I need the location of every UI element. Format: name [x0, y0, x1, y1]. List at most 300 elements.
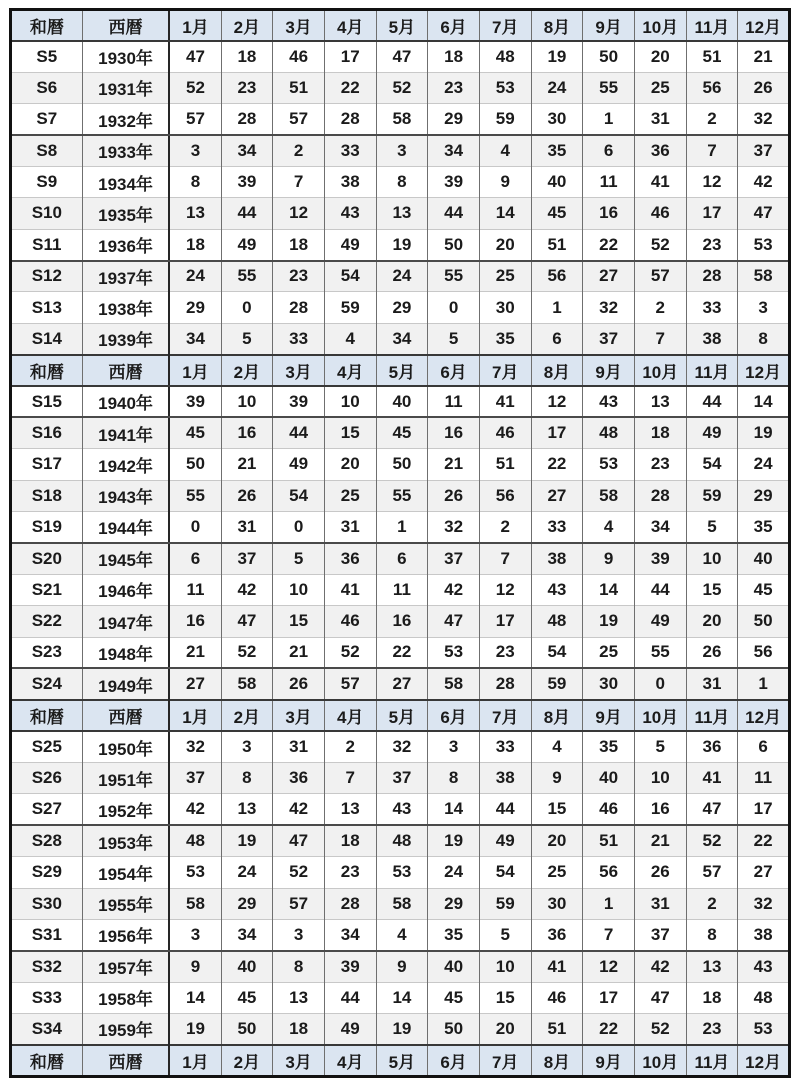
month-value-cell: 46 — [479, 417, 531, 448]
month-value-cell: 16 — [583, 198, 635, 229]
year-cell: 1956年 — [82, 919, 169, 950]
month-value-cell: 52 — [221, 637, 273, 668]
col-header-seireki: 西暦 — [82, 700, 169, 731]
table-row — [11, 480, 790, 511]
month-value-cell: 3 — [273, 919, 325, 950]
month-value-cell: 38 — [686, 323, 738, 354]
year-cell: 1948年 — [82, 637, 169, 668]
month-value-cell: 10 — [686, 543, 738, 574]
month-value-cell: 53 — [376, 857, 428, 888]
month-value-cell: 10 — [221, 386, 273, 417]
month-value-cell: 49 — [324, 1014, 376, 1045]
month-value-cell: 38 — [738, 919, 790, 950]
month-value-cell: 37 — [428, 543, 480, 574]
month-value-cell: 14 — [376, 982, 428, 1013]
month-value-cell: 23 — [273, 261, 325, 292]
year-cell: 1945年 — [82, 543, 169, 574]
month-value-cell: 12 — [583, 951, 635, 982]
table-row — [11, 1014, 790, 1045]
month-value-cell: 4 — [531, 731, 583, 762]
col-header-month: 2月 — [221, 1045, 273, 1077]
month-value-cell: 40 — [583, 763, 635, 794]
table-row — [11, 386, 790, 417]
month-value-cell: 1 — [376, 512, 428, 543]
month-value-cell: 36 — [686, 731, 738, 762]
col-header-month: 5月 — [376, 355, 428, 386]
month-value-cell: 31 — [221, 512, 273, 543]
month-value-cell: 23 — [324, 857, 376, 888]
month-value-cell: 25 — [634, 72, 686, 103]
year-cell: 1943年 — [82, 480, 169, 511]
month-value-cell: 58 — [169, 888, 221, 919]
era-cell: S32 — [11, 951, 83, 982]
month-value-cell: 15 — [324, 417, 376, 448]
table-row — [11, 574, 790, 605]
col-header-month: 5月 — [376, 700, 428, 731]
month-value-cell: 23 — [221, 72, 273, 103]
col-header-month: 8月 — [531, 1045, 583, 1077]
month-value-cell: 13 — [169, 198, 221, 229]
month-value-cell: 46 — [324, 606, 376, 637]
month-value-cell: 5 — [686, 512, 738, 543]
col-header-month: 6月 — [428, 700, 480, 731]
month-value-cell: 1 — [583, 104, 635, 135]
month-value-cell: 55 — [583, 72, 635, 103]
col-header-month: 1月 — [169, 1045, 221, 1077]
col-header-month: 4月 — [324, 355, 376, 386]
month-value-cell: 22 — [376, 637, 428, 668]
col-header-month: 9月 — [583, 700, 635, 731]
month-value-cell: 40 — [738, 543, 790, 574]
era-cell: S12 — [11, 261, 83, 292]
month-value-cell: 26 — [738, 72, 790, 103]
month-value-cell: 54 — [479, 857, 531, 888]
month-value-cell: 40 — [221, 951, 273, 982]
era-month-table — [9, 8, 791, 1078]
month-value-cell: 30 — [531, 888, 583, 919]
month-value-cell: 41 — [324, 574, 376, 605]
table-row — [11, 794, 790, 825]
month-value-cell: 23 — [634, 449, 686, 480]
month-value-cell: 51 — [479, 449, 531, 480]
year-cell: 1936年 — [82, 229, 169, 260]
era-cell: S28 — [11, 825, 83, 856]
month-value-cell: 41 — [634, 166, 686, 197]
month-value-cell: 35 — [479, 323, 531, 354]
month-value-cell: 42 — [169, 794, 221, 825]
month-value-cell: 43 — [738, 951, 790, 982]
header-row — [11, 700, 790, 731]
table-row — [11, 417, 790, 448]
era-cell: S30 — [11, 888, 83, 919]
month-value-cell: 2 — [686, 104, 738, 135]
month-value-cell: 18 — [686, 982, 738, 1013]
month-value-cell: 45 — [376, 417, 428, 448]
month-value-cell: 32 — [376, 731, 428, 762]
month-value-cell: 49 — [273, 449, 325, 480]
month-value-cell: 4 — [479, 135, 531, 166]
month-value-cell: 29 — [428, 104, 480, 135]
month-value-cell: 57 — [634, 261, 686, 292]
table-row — [11, 323, 790, 354]
month-value-cell: 37 — [634, 919, 686, 950]
month-value-cell: 14 — [169, 982, 221, 1013]
month-value-cell: 16 — [376, 606, 428, 637]
month-value-cell: 3 — [376, 135, 428, 166]
era-cell: S24 — [11, 668, 83, 699]
month-value-cell: 35 — [531, 135, 583, 166]
col-header-month: 7月 — [479, 10, 531, 41]
month-value-cell: 18 — [273, 1014, 325, 1045]
month-value-cell: 52 — [376, 72, 428, 103]
month-value-cell: 42 — [634, 951, 686, 982]
month-value-cell: 44 — [324, 982, 376, 1013]
year-cell: 1954年 — [82, 857, 169, 888]
month-value-cell: 57 — [169, 104, 221, 135]
month-value-cell: 14 — [428, 794, 480, 825]
col-header-month: 7月 — [479, 1045, 531, 1077]
month-value-cell: 29 — [221, 888, 273, 919]
era-cell: S29 — [11, 857, 83, 888]
month-value-cell: 35 — [738, 512, 790, 543]
month-value-cell: 2 — [273, 135, 325, 166]
month-value-cell: 33 — [531, 512, 583, 543]
month-value-cell: 28 — [221, 104, 273, 135]
table-row — [11, 982, 790, 1013]
era-cell: S7 — [11, 104, 83, 135]
table-row — [11, 449, 790, 480]
month-value-cell: 5 — [221, 323, 273, 354]
month-value-cell: 59 — [479, 104, 531, 135]
col-header-wareki: 和暦 — [11, 700, 83, 731]
month-value-cell: 38 — [324, 166, 376, 197]
month-value-cell: 34 — [428, 135, 480, 166]
month-value-cell: 3 — [169, 919, 221, 950]
table-row — [11, 637, 790, 668]
year-cell: 1953年 — [82, 825, 169, 856]
month-value-cell: 17 — [686, 198, 738, 229]
month-value-cell: 25 — [324, 480, 376, 511]
month-value-cell: 44 — [479, 794, 531, 825]
month-value-cell: 48 — [169, 825, 221, 856]
col-header-wareki: 和暦 — [11, 355, 83, 386]
month-value-cell: 34 — [376, 323, 428, 354]
month-value-cell: 19 — [221, 825, 273, 856]
col-header-month: 5月 — [376, 1045, 428, 1077]
month-value-cell: 36 — [324, 543, 376, 574]
month-value-cell: 47 — [738, 198, 790, 229]
col-header-month: 6月 — [428, 1045, 480, 1077]
month-value-cell: 8 — [376, 166, 428, 197]
era-cell: S22 — [11, 606, 83, 637]
month-value-cell: 43 — [583, 386, 635, 417]
month-value-cell: 50 — [583, 41, 635, 72]
month-value-cell: 44 — [273, 417, 325, 448]
era-cell: S31 — [11, 919, 83, 950]
col-header-month: 7月 — [479, 700, 531, 731]
year-cell: 1958年 — [82, 982, 169, 1013]
table-row — [11, 668, 790, 699]
col-header-month: 2月 — [221, 700, 273, 731]
col-header-month: 7月 — [479, 355, 531, 386]
month-value-cell: 59 — [324, 292, 376, 323]
month-value-cell: 45 — [221, 982, 273, 1013]
month-value-cell: 50 — [738, 606, 790, 637]
era-cell: S21 — [11, 574, 83, 605]
col-header-seireki: 西暦 — [82, 355, 169, 386]
month-value-cell: 57 — [686, 857, 738, 888]
era-cell: S20 — [11, 543, 83, 574]
table-row — [11, 229, 790, 260]
era-cell: S34 — [11, 1014, 83, 1045]
month-value-cell: 10 — [324, 386, 376, 417]
month-value-cell: 8 — [428, 763, 480, 794]
col-header-month: 4月 — [324, 700, 376, 731]
month-value-cell: 37 — [221, 543, 273, 574]
month-value-cell: 49 — [479, 825, 531, 856]
month-value-cell: 37 — [583, 323, 635, 354]
month-value-cell: 26 — [221, 480, 273, 511]
month-value-cell: 28 — [273, 292, 325, 323]
table-row — [11, 857, 790, 888]
month-value-cell: 5 — [479, 919, 531, 950]
month-value-cell: 37 — [169, 763, 221, 794]
month-value-cell: 46 — [583, 794, 635, 825]
month-value-cell: 48 — [531, 606, 583, 637]
month-value-cell: 7 — [273, 166, 325, 197]
month-value-cell: 34 — [221, 135, 273, 166]
month-value-cell: 43 — [531, 574, 583, 605]
year-cell: 1934年 — [82, 166, 169, 197]
month-value-cell: 6 — [376, 543, 428, 574]
month-value-cell: 1 — [738, 668, 790, 699]
month-value-cell: 21 — [634, 825, 686, 856]
month-value-cell: 53 — [428, 637, 480, 668]
month-value-cell: 53 — [738, 229, 790, 260]
era-cell: S33 — [11, 982, 83, 1013]
month-value-cell: 29 — [738, 480, 790, 511]
month-value-cell: 26 — [273, 668, 325, 699]
year-cell: 1933年 — [82, 135, 169, 166]
month-value-cell: 17 — [583, 982, 635, 1013]
col-header-month: 12月 — [738, 355, 790, 386]
month-value-cell: 8 — [686, 919, 738, 950]
month-value-cell: 3 — [221, 731, 273, 762]
col-header-month: 12月 — [738, 10, 790, 41]
month-value-cell: 20 — [686, 606, 738, 637]
month-value-cell: 34 — [324, 919, 376, 950]
col-header-wareki: 和暦 — [11, 1045, 83, 1077]
month-value-cell: 38 — [479, 763, 531, 794]
month-value-cell: 23 — [428, 72, 480, 103]
month-value-cell: 46 — [634, 198, 686, 229]
month-value-cell: 33 — [686, 292, 738, 323]
month-value-cell: 31 — [634, 888, 686, 919]
month-value-cell: 27 — [169, 668, 221, 699]
year-cell: 1955年 — [82, 888, 169, 919]
table-row — [11, 951, 790, 982]
month-value-cell: 21 — [738, 41, 790, 72]
month-value-cell: 8 — [273, 951, 325, 982]
col-header-seireki: 西暦 — [82, 1045, 169, 1077]
year-cell: 1941年 — [82, 417, 169, 448]
month-value-cell: 15 — [479, 982, 531, 1013]
month-value-cell: 7 — [583, 919, 635, 950]
month-value-cell: 49 — [686, 417, 738, 448]
col-header-month: 6月 — [428, 10, 480, 41]
month-value-cell: 44 — [428, 198, 480, 229]
month-value-cell: 22 — [324, 72, 376, 103]
month-value-cell: 47 — [428, 606, 480, 637]
month-value-cell: 39 — [324, 951, 376, 982]
month-value-cell: 16 — [634, 794, 686, 825]
month-value-cell: 8 — [738, 323, 790, 354]
month-value-cell: 2 — [634, 292, 686, 323]
month-value-cell: 54 — [686, 449, 738, 480]
month-value-cell: 10 — [634, 763, 686, 794]
header-row — [11, 355, 790, 386]
month-value-cell: 24 — [169, 261, 221, 292]
month-value-cell: 41 — [686, 763, 738, 794]
col-header-month: 1月 — [169, 10, 221, 41]
month-value-cell: 2 — [324, 731, 376, 762]
era-cell: S8 — [11, 135, 83, 166]
month-value-cell: 6 — [531, 323, 583, 354]
month-value-cell: 52 — [686, 825, 738, 856]
month-value-cell: 24 — [221, 857, 273, 888]
month-value-cell: 47 — [686, 794, 738, 825]
month-value-cell: 51 — [686, 41, 738, 72]
month-value-cell: 3 — [169, 135, 221, 166]
month-value-cell: 24 — [428, 857, 480, 888]
era-cell: S27 — [11, 794, 83, 825]
month-value-cell: 21 — [273, 637, 325, 668]
month-value-cell: 52 — [634, 1014, 686, 1045]
month-value-cell: 24 — [738, 449, 790, 480]
col-header-month: 8月 — [531, 10, 583, 41]
month-value-cell: 31 — [273, 731, 325, 762]
era-cell: S13 — [11, 292, 83, 323]
month-value-cell: 59 — [479, 888, 531, 919]
era-cell: S10 — [11, 198, 83, 229]
year-cell: 1930年 — [82, 41, 169, 72]
month-value-cell: 21 — [428, 449, 480, 480]
month-value-cell: 27 — [738, 857, 790, 888]
month-value-cell: 7 — [479, 543, 531, 574]
month-value-cell: 9 — [376, 951, 428, 982]
month-value-cell: 21 — [169, 637, 221, 668]
col-header-month: 1月 — [169, 355, 221, 386]
month-value-cell: 23 — [686, 229, 738, 260]
month-value-cell: 4 — [376, 919, 428, 950]
month-value-cell: 5 — [634, 731, 686, 762]
month-value-cell: 7 — [324, 763, 376, 794]
year-cell: 1939年 — [82, 323, 169, 354]
month-value-cell: 0 — [428, 292, 480, 323]
month-value-cell: 49 — [324, 229, 376, 260]
month-value-cell: 57 — [324, 668, 376, 699]
era-cell: S23 — [11, 637, 83, 668]
month-value-cell: 19 — [376, 229, 428, 260]
table-row — [11, 41, 790, 72]
col-header-month: 1月 — [169, 700, 221, 731]
col-header-month: 9月 — [583, 355, 635, 386]
era-cell: S18 — [11, 480, 83, 511]
month-value-cell: 13 — [686, 951, 738, 982]
month-value-cell: 41 — [479, 386, 531, 417]
year-cell: 1937年 — [82, 261, 169, 292]
month-value-cell: 18 — [221, 41, 273, 72]
month-value-cell: 42 — [428, 574, 480, 605]
col-header-month: 3月 — [273, 1045, 325, 1077]
year-cell: 1944年 — [82, 512, 169, 543]
month-value-cell: 44 — [634, 574, 686, 605]
table-row — [11, 198, 790, 229]
col-header-month: 11月 — [686, 355, 738, 386]
month-value-cell: 32 — [738, 104, 790, 135]
era-cell: S26 — [11, 763, 83, 794]
table-row — [11, 763, 790, 794]
month-value-cell: 9 — [169, 951, 221, 982]
month-value-cell: 46 — [273, 41, 325, 72]
month-value-cell: 10 — [273, 574, 325, 605]
month-value-cell: 50 — [169, 449, 221, 480]
month-value-cell: 19 — [738, 417, 790, 448]
month-value-cell: 28 — [634, 480, 686, 511]
month-value-cell: 1 — [531, 292, 583, 323]
month-value-cell: 29 — [169, 292, 221, 323]
month-value-cell: 5 — [273, 543, 325, 574]
month-value-cell: 54 — [531, 637, 583, 668]
month-value-cell: 17 — [738, 794, 790, 825]
month-value-cell: 58 — [583, 480, 635, 511]
month-value-cell: 49 — [221, 229, 273, 260]
month-value-cell: 23 — [686, 1014, 738, 1045]
month-value-cell: 20 — [479, 229, 531, 260]
month-value-cell: 19 — [531, 41, 583, 72]
year-cell: 1938年 — [82, 292, 169, 323]
month-value-cell: 51 — [531, 229, 583, 260]
month-value-cell: 18 — [324, 825, 376, 856]
month-value-cell: 3 — [428, 731, 480, 762]
month-value-cell: 27 — [376, 668, 428, 699]
month-value-cell: 42 — [221, 574, 273, 605]
month-value-cell: 46 — [531, 982, 583, 1013]
month-value-cell: 7 — [634, 323, 686, 354]
month-value-cell: 58 — [428, 668, 480, 699]
month-value-cell: 3 — [738, 292, 790, 323]
month-value-cell: 56 — [686, 72, 738, 103]
month-value-cell: 22 — [531, 449, 583, 480]
table-row — [11, 292, 790, 323]
era-cell: S11 — [11, 229, 83, 260]
month-value-cell: 22 — [583, 1014, 635, 1045]
month-value-cell: 59 — [686, 480, 738, 511]
month-value-cell: 19 — [376, 1014, 428, 1045]
month-value-cell: 13 — [273, 982, 325, 1013]
col-header-month: 12月 — [738, 1045, 790, 1077]
month-value-cell: 42 — [738, 166, 790, 197]
month-value-cell: 10 — [479, 951, 531, 982]
month-value-cell: 22 — [738, 825, 790, 856]
col-header-month: 3月 — [273, 355, 325, 386]
year-cell: 1942年 — [82, 449, 169, 480]
table-row — [11, 543, 790, 574]
year-cell: 1932年 — [82, 104, 169, 135]
month-value-cell: 37 — [738, 135, 790, 166]
month-value-cell: 16 — [221, 417, 273, 448]
year-cell: 1951年 — [82, 763, 169, 794]
